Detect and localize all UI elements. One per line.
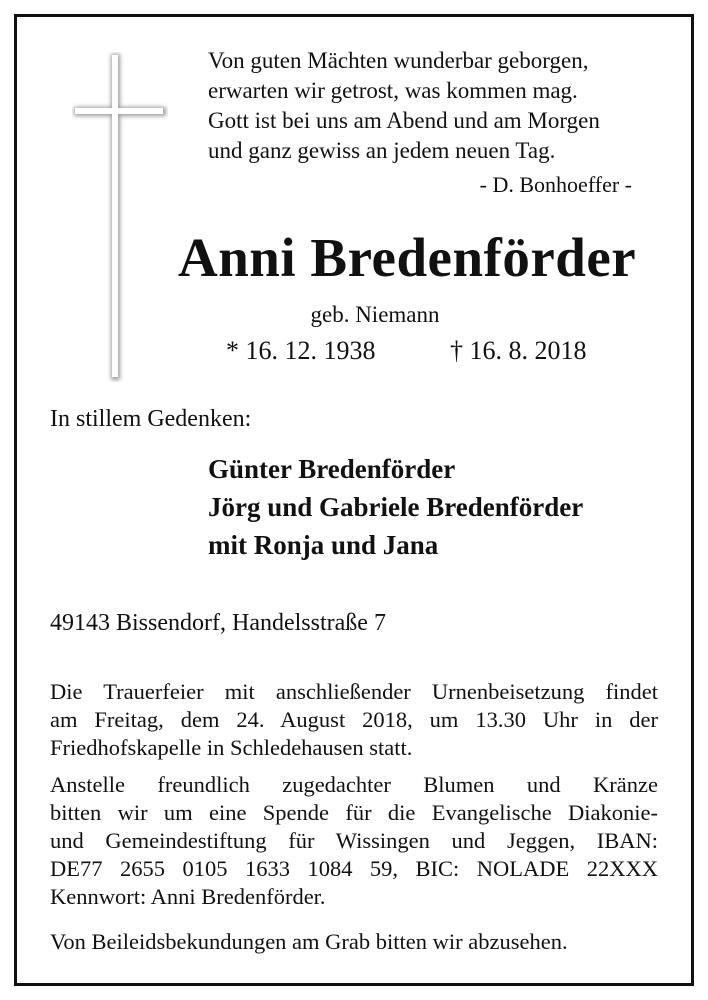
closing-note-line: Von Beileidsbekundungen am Grab bitten wir abzusehen. (50, 929, 568, 954)
mourner-line: Günter Bredenförder (208, 454, 456, 484)
mourner-line: Jörg und Gabriele Bredenförder (208, 492, 584, 522)
birth-date: * 16. 12. 1938 (226, 336, 376, 365)
memory-heading: In stillem Gedenken: (50, 406, 252, 432)
mourner-line: mit Ronja und Jana (208, 530, 439, 560)
bonhoeffer-quote (208, 46, 668, 166)
funeral-info-line: Die Trauerfeier mit anschließender Urnenbeisetzung findet (50, 679, 658, 704)
birth-name: geb. Niemann (310, 302, 440, 327)
life-dates (226, 336, 587, 366)
quote-line: Gott ist bei uns am Abend und am Morgen (208, 108, 600, 133)
cross-icon (72, 52, 168, 382)
donation-info-line: Anstelle freundlich zugedachter Blumen und Kränze (50, 772, 658, 797)
deceased-name: Anni Bredenförder (178, 227, 637, 288)
quote-line: und ganz gewiss an jedem neuen Tag. (208, 138, 556, 163)
funeral-info-line: Friedhofskapelle in Schledehausen statt. (50, 735, 413, 760)
quote-author: - D. Bonhoeffer - (479, 172, 632, 197)
family-address: 49143 Bissendorf, Handelsstraße 7 (50, 610, 386, 636)
donation-info-line: bitten wir um eine Spende für die Evangelische Diakonie- (50, 800, 658, 825)
donation-info-line: DE77 2655 0105 1633 1084 59, BIC: NOLADE 22XXX (50, 856, 658, 881)
donation-info-line: Kennwort: Anni Bredenförder. (50, 884, 326, 909)
donation-info (50, 771, 658, 911)
mourners-list (208, 450, 583, 564)
quote-line: erwarten wir getrost, was kommen mag. (208, 78, 578, 103)
donation-info-line: und Gemeindestiftung für Wissingen und Jeggen, IBAN: (50, 828, 658, 853)
funeral-info-line: am Freitag, dem 24. August 2018, um 13.30 Uhr in der (50, 707, 658, 732)
death-date: † 16. 8. 2018 (450, 336, 587, 365)
funeral-info (50, 678, 658, 762)
closing-note (50, 928, 658, 956)
quote-line: Von guten Mächten wunderbar geborgen, (208, 48, 589, 73)
